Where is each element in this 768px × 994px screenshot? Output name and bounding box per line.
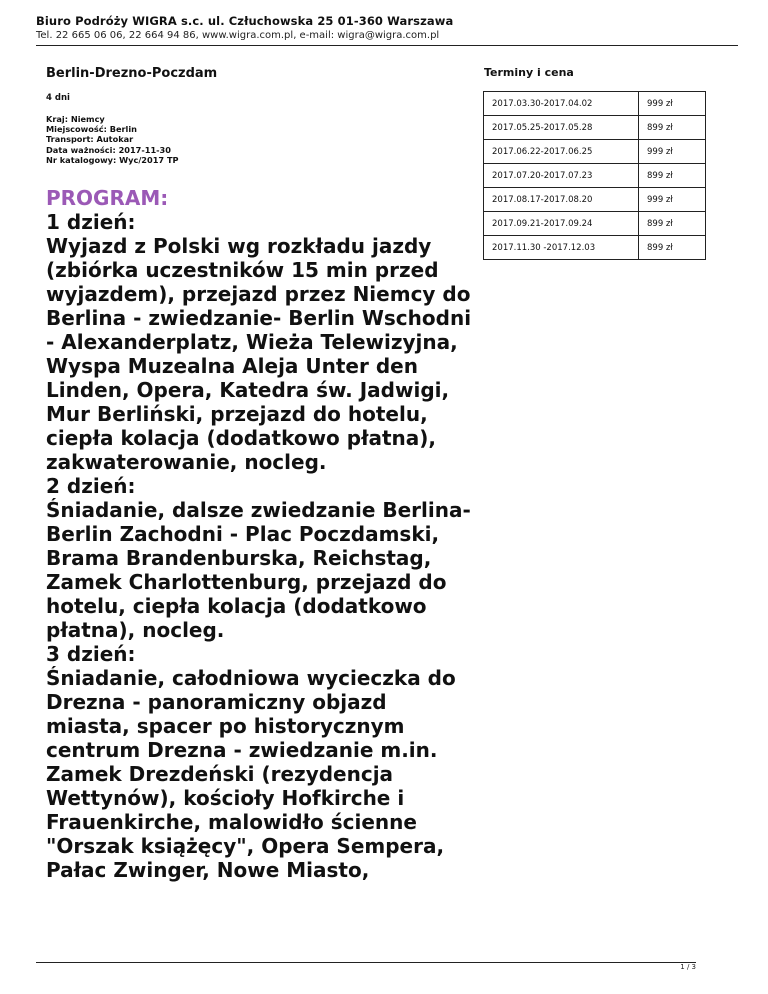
company-contact: Tel. 22 665 06 06, 22 664 94 86, www.wigra.com.pl, e-mail: wigra@wigra.com.pl bbox=[36, 30, 440, 41]
meta-country: Kraj: Niemcy bbox=[46, 114, 105, 124]
term-price: 899 zł bbox=[639, 212, 706, 236]
meta-catalog-number: Nr katalogowy: Wyc/2017 TP bbox=[46, 154, 179, 165]
terms-section bbox=[483, 66, 706, 260]
company-name: Biuro Podróży WIGRA s.c. ul. Człuchowska 25 01-360 Warszawa bbox=[36, 14, 454, 28]
program-text bbox=[46, 210, 476, 882]
offer-title: Berlin-Drezno-Poczdam bbox=[46, 66, 218, 81]
table-row bbox=[484, 140, 706, 164]
document-header bbox=[36, 14, 738, 41]
table-row bbox=[484, 164, 706, 188]
meta-city: Miejscowość: Berlin bbox=[46, 124, 137, 135]
term-date: 2017.07.20-2017.07.23 bbox=[484, 164, 639, 188]
program-day-description: Wyjazd z Polski wg rozkładu jazdy (zbiórka uczestników 15 min przed wyjazdem), przejazd przez Niemcy do Berlina - zwiedzanie- Berlin Wschodni - Alexanderplatz, Wieża Telewizyjna, Wyspa Muzealna Aleja Unter den Linden, Opera, Katedra św. Jadwigi, Mur Berliński, przejazd do hotelu, ciepła kolacja (dodatkowo płatna), zakwaterowanie, nocleg. bbox=[46, 234, 472, 475]
term-date: 2017.03.30-2017.04.02 bbox=[484, 92, 639, 116]
term-date: 2017.09.21-2017.09.24 bbox=[484, 212, 639, 236]
program-day-label: 1 dzień: bbox=[46, 210, 136, 235]
term-price: 999 zł bbox=[639, 188, 706, 212]
term-date: 2017.05.25-2017.05.28 bbox=[484, 116, 639, 140]
table-row bbox=[484, 212, 706, 236]
program-day-label: 3 dzień: bbox=[46, 642, 136, 667]
term-date: 2017.06.22-2017.06.25 bbox=[484, 140, 639, 164]
terms-table bbox=[483, 91, 706, 260]
table-row bbox=[484, 92, 706, 116]
terms-title: Terminy i cena bbox=[484, 66, 574, 79]
program-day-label: 2 dzień: bbox=[46, 474, 136, 499]
meta-transport: Transport: Autokar bbox=[46, 134, 134, 145]
program-day-description: Śniadanie, całodniowa wycieczka do Drezna - panoramiczny objazd miasta, spacer po historycznym centrum Drezna - zwiedzanie m.in. Zamek Drezdeński (rezydencja Wettynów), kościoły Hofkirche i Frauenkirche, malowidło ścienne "Orszak książęcy", Opera Sempera, Pałac Zwinger, Nowe Miasto, bbox=[46, 666, 456, 883]
footer-divider bbox=[36, 962, 696, 963]
program-heading: PROGRAM: bbox=[46, 186, 169, 211]
term-price: 899 zł bbox=[639, 164, 706, 188]
term-price: 899 zł bbox=[639, 236, 706, 260]
page-number: 1 / 3 bbox=[680, 963, 696, 971]
term-price: 899 zł bbox=[639, 116, 706, 140]
table-row bbox=[484, 236, 706, 260]
table-row bbox=[484, 188, 706, 212]
offer-details bbox=[46, 66, 486, 882]
header-divider bbox=[36, 45, 738, 46]
offer-duration: 4 dni bbox=[46, 93, 70, 103]
table-row bbox=[484, 116, 706, 140]
meta-valid-until: Data ważności: 2017-11-30 bbox=[46, 144, 171, 155]
term-date: 2017.08.17-2017.08.20 bbox=[484, 188, 639, 212]
program-day-description: Śniadanie, dalsze zwiedzanie Berlina- Berlin Zachodni - Plac Poczdamski, Brama Brandenburska, Reichstag, Zamek Charlottenburg, przejazd do hotelu, ciepła kolacja (dodatkowo płatna), nocleg. bbox=[46, 498, 471, 643]
term-price: 999 zł bbox=[639, 140, 706, 164]
offer-meta bbox=[46, 114, 486, 165]
term-date: 2017.11.30 -2017.12.03 bbox=[484, 236, 639, 260]
term-price: 999 zł bbox=[639, 92, 706, 116]
